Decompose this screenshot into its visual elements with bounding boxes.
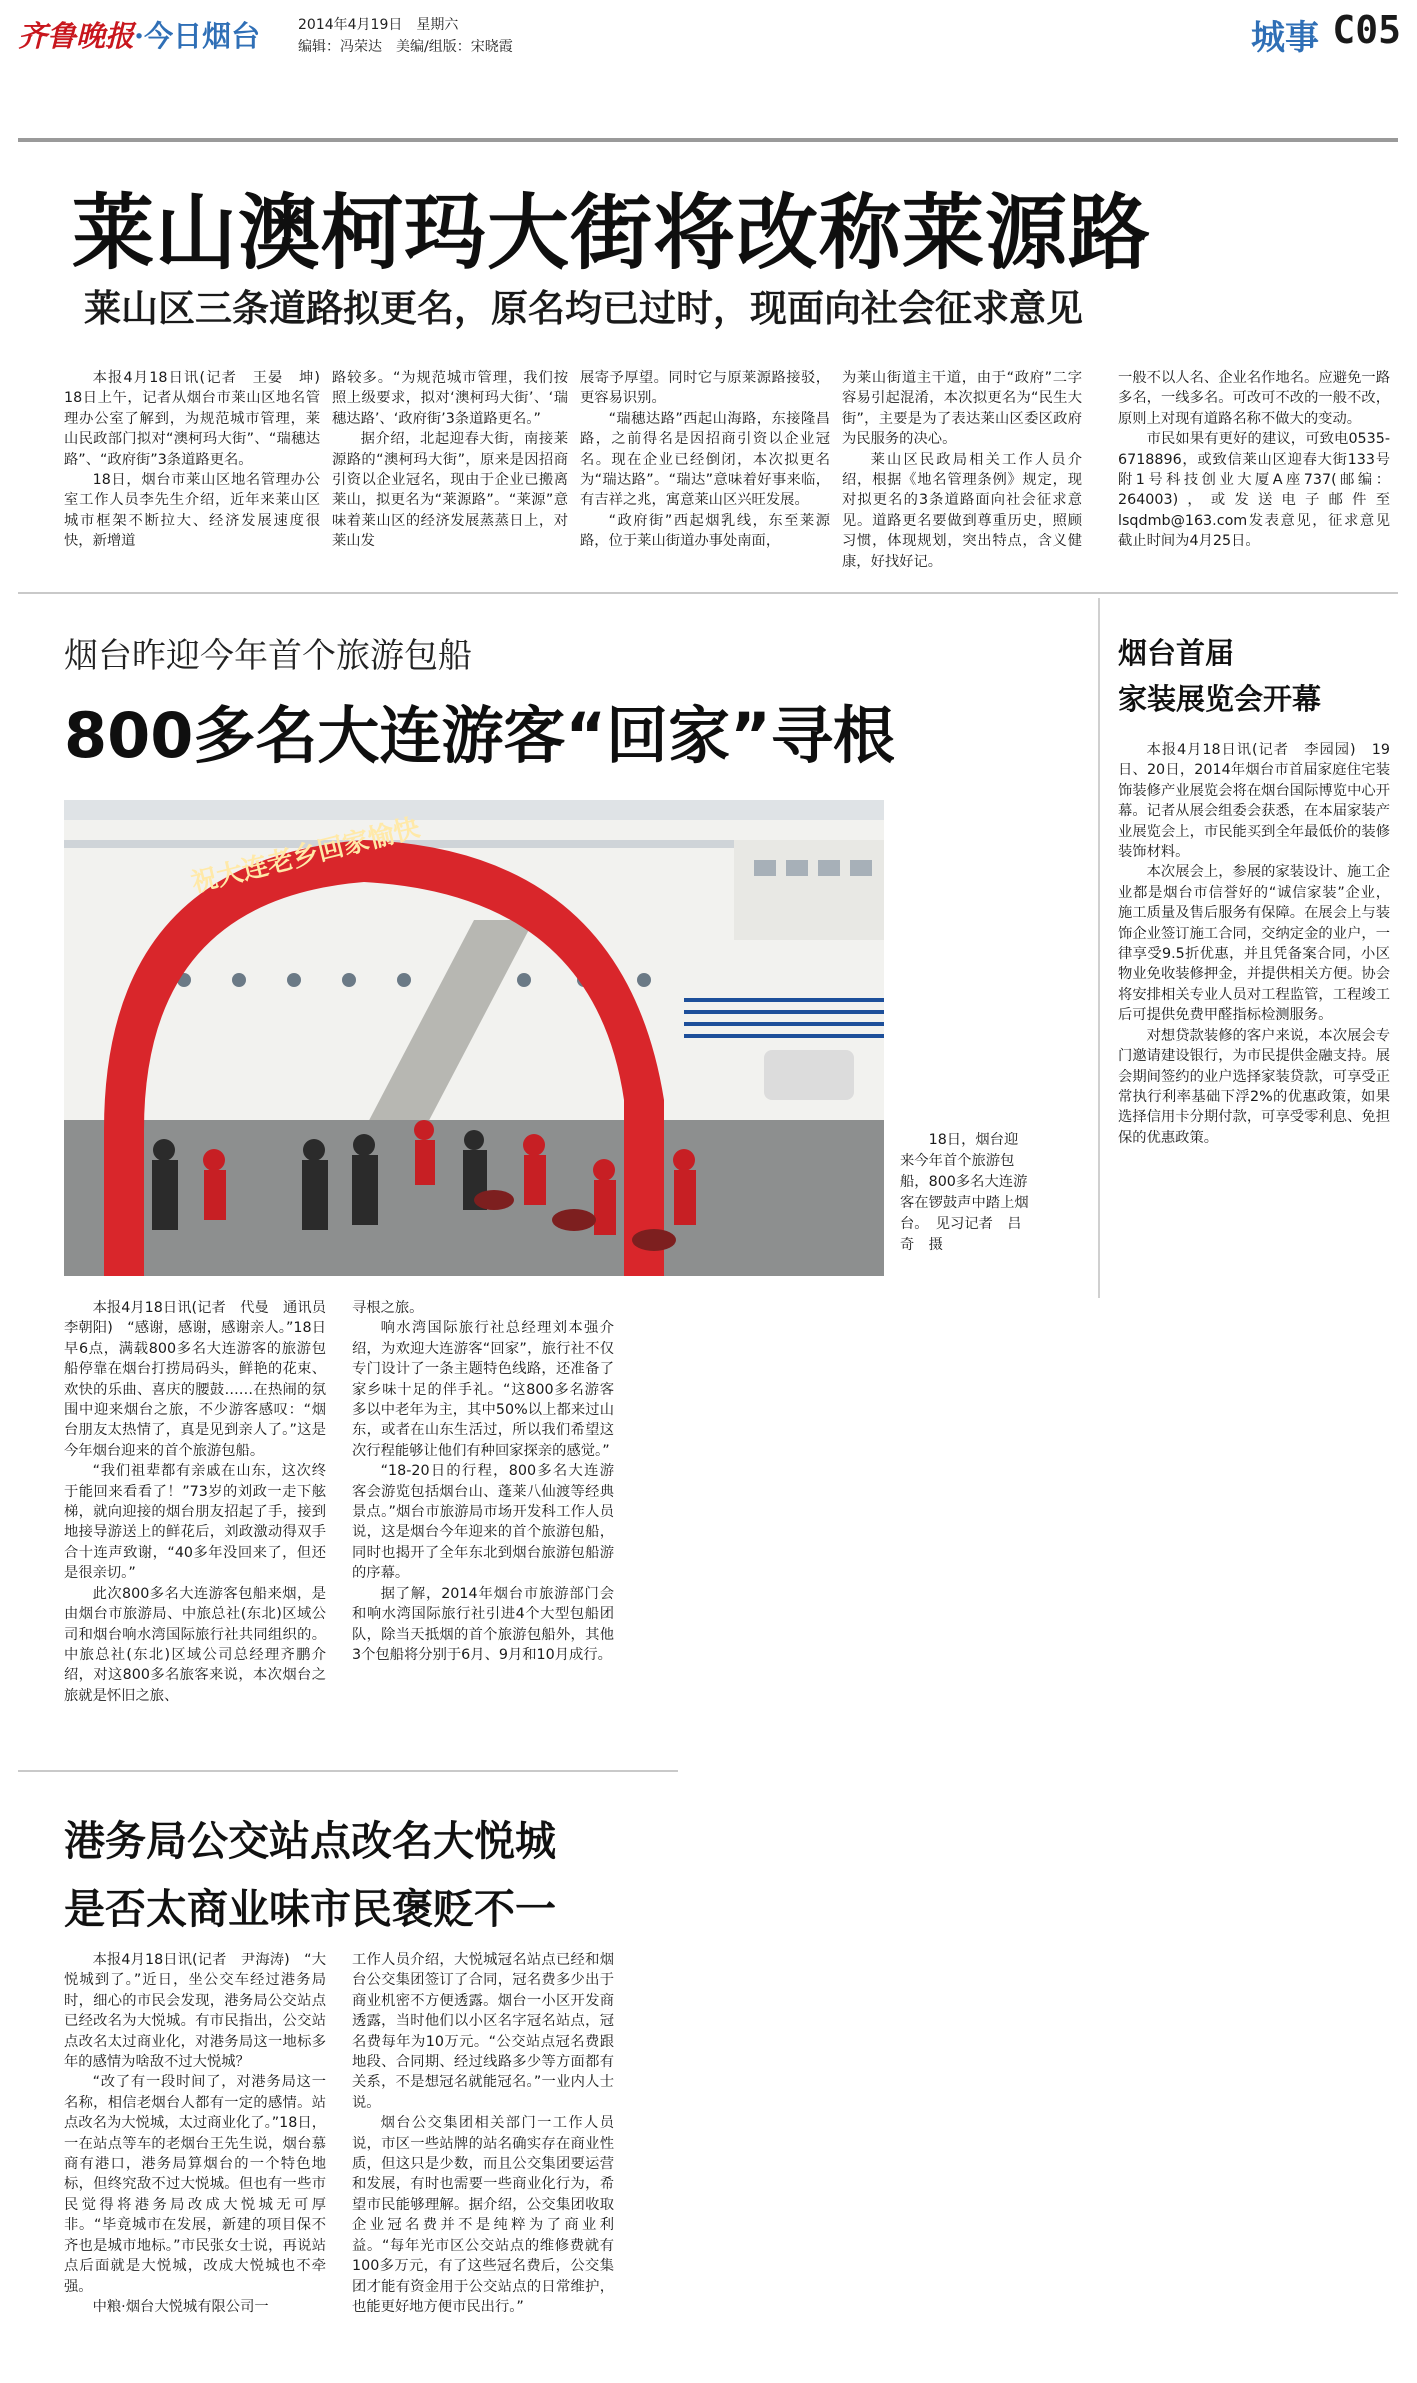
section-divider xyxy=(18,1770,678,1772)
issue-weekday: 星期六 xyxy=(416,17,459,33)
paragraph: “18-20日的行程，800多名大连游客会游览包括烟台山、蓬莱八仙渡等经典景点。”烟台市旅游局市场开发科工作人员说，这是烟台今年迎来的首个旅游包船，同时也揭开了全年东北到烟台旅游包船游的序幕。 xyxy=(352,1463,614,1582)
paragraph: 本报4月18日讯(记者 李园园) 19日、20日，2014年烟台市首届家庭住宅装饰装修产业展览会将在烟台国际博览中心开幕。记者从展会组委会获悉，在本届家装产业展览会上，市民能买到全年最低价的装修装饰材料。 xyxy=(1118,742,1390,861)
lead-column-2 xyxy=(332,368,568,580)
lead-subheadline: 莱山区三条道路拟更名，原名均已过时，现面向社会征求意见 xyxy=(84,287,1083,330)
designer-credit: 美编/组版：宋晓霞 xyxy=(396,39,513,55)
paragraph: 18日，烟台市莱山区地名管理办公室工作人员李先生介绍，近年来莱山区城市框架不断拉大、经济发展速度很快，新增道 xyxy=(64,472,320,550)
ship-superstructure xyxy=(734,840,884,940)
editor-credit: 编辑：冯荣达 xyxy=(298,39,382,55)
paragraph: 对想贷款装修的客户来说，本次展会专门邀请建设银行，为市民提供金融支持。展会期间签约的业户选择家装贷款，可享受正常执行利率基础下浮2%的优惠政策，如果选择信用卡分期付款，可享受零利息、免担保的优惠政策。 xyxy=(1118,1027,1390,1146)
cruise-kicker: 烟台昨迎今年首个旅游包船 xyxy=(64,636,472,676)
paragraph: 此次800多名大连游客包船来烟，是由烟台市旅游局、中旅总社(东北)区域公司和烟台响水湾国际旅行社共同组织的。中旅总社(东北)区域公司总经理齐鹏介绍，对这800多名旅客来说，本次烟台之旅就是怀旧之旅、 xyxy=(64,1585,326,1704)
expo-body xyxy=(1118,740,1390,1282)
bus-column-1 xyxy=(64,1950,326,2370)
expo-headline xyxy=(1118,630,1388,722)
cruise-headline: 800多名大连游客“回家”寻根 xyxy=(64,699,895,772)
paragraph: 据了解，2014年烟台市旅游部门会和响水湾国际旅行社引进4个大型包船团队，除当天抵烟的首个旅游包船外，其他3个包船将分别于6月、9月和10月成行。 xyxy=(352,1585,614,1663)
paragraph: 路较多。“为规范城市管理，我们按照上级要求，拟对‘澳柯玛大街’、‘瑞穗达路’、‘政府街’3条道路更名。” xyxy=(332,370,568,427)
paragraph: “改了有一段时间了，对港务局这一名称，相信老烟台人都有一定的感情。站点改名为大悦城，太过商业化了。”18日，一在站点等车的老烟台王先生说，烟台慕商有港口，港务局算烟台的一个特色地标，但终究敌不过大悦城。但也有一些市民觉得将港务局改成大悦城无可厚非。“毕竟城市在发展，新建的项目保不齐也是城市地标。”市民张女士说，再说站点后面就是大悦城，改成大悦城也不牵强。 xyxy=(64,2074,326,2295)
cruise-photo xyxy=(64,800,884,1276)
caption-text: 18日，烟台迎来今年首个旅游包船，800多名大连游客在锣鼓声中踏上烟台。 见习记者 吕奇 摄 xyxy=(900,1132,1029,1253)
brand-separator: · xyxy=(134,19,145,53)
paragraph: “政府街”西起烟乳线，东至莱源路，位于莱山街道办事处南面， xyxy=(580,512,830,550)
paragraph: 响水湾国际旅行社总经理刘本强介绍，为欢迎大连游客“回家”，旅行社不仅专门设计了一条主题特色线路，还准备了家乡味十足的伴手礼。“这800多名游客多以中老年为主，其中50%以上都来过山东，或者在山东生活过，所以我们希望这次行程能够让他们有种回家探亲的感觉。” xyxy=(352,1320,614,1459)
paragraph: 寻根之旅。 xyxy=(352,1300,424,1316)
bus-headline-line2: 是否太商业味市民褒贬不一 xyxy=(64,1885,556,1933)
expo-headline-line2: 家装展览会开幕 xyxy=(1118,682,1322,716)
lead-column-4 xyxy=(842,368,1082,580)
masthead xyxy=(0,0,1417,60)
lead-column-5 xyxy=(1118,368,1390,580)
paragraph: “瑞穗达路”西起山海路，东接隆昌路，之前得名是因招商引资以企业冠名。现在企业已经倒闭，本次拟更名为“瑞达路”。“瑞达”意味着好事来临，有吉祥之兆，寓意莱山区兴旺发展。 xyxy=(580,410,830,509)
paragraph: 本报4月18日讯(记者 代曼 通讯员 李朝阳) “感谢，感谢，感谢亲人。”18日早6点，满载800多名大连游客的旅游包船停靠在烟台打捞局码头，鲜艳的花束、欢快的乐曲、喜庆的腰鼓……在热闹的氛围中迎来烟台之旅，不少游客感叹：“烟台朋友太热情了，真是见到亲人了。”这是今年烟台迎来的首个旅游包船。 xyxy=(64,1300,341,1459)
paragraph: 本次展会上，参展的家装设计、施工企业都是烟台市信誉好的“诚信家装”企业，施工质量及售后服务有保障。在展会上与装饰企业签订施工合同，交纳定金的业户，一律享受9.5折优惠，并且凭备案合同，小区物业免收装修押金，并提供相关方便。协会将安排相关专业人员对工程监管，工程竣工后可提供免费甲醛指标检测服务。 xyxy=(1118,864,1390,1024)
credits-line xyxy=(298,36,527,56)
bus-headline-line1: 港务局公交站点改名大悦城 xyxy=(64,1817,556,1865)
paragraph: 一般不以人名、企业名作地名。应避免一路多名，一线多名。可改可不改的一般不改，原则上对现有道路名称不做大的变动。 xyxy=(1118,370,1390,427)
paragraph: 本报4月18日讯(记者 尹海涛) “大悦城到了。”近日，坐公交车经过港务局时，细心的市民会发现，港务局公交站点已经改名为大悦城。有市民指出，公交站点改名太过商业化，对港务局这一地标多年的感情为啥敌不过大悦城？ xyxy=(64,1952,326,2071)
page-number: C05 xyxy=(1332,8,1401,52)
paragraph: 展寄予厚望。同时它与原莱源路接驳，更容易识别。 xyxy=(580,370,830,407)
newspaper-brand xyxy=(18,14,260,55)
bus-column-2 xyxy=(352,1950,614,2370)
page-section-label: 城事 xyxy=(1251,18,1319,58)
lead-column-3 xyxy=(580,368,830,580)
section-name: 今日烟台 xyxy=(144,19,261,53)
photo-caption xyxy=(900,1130,1030,1256)
paragraph: 中粮·烟台大悦城有限公司一 xyxy=(92,2298,269,2315)
lead-column-1 xyxy=(64,368,335,580)
paragraph: 莱山区民政局相关工作人员介绍，根据《地名管理条例》规定，现对拟更名的3条道路面向社会征求意见。道路更名要做到尊重历史，照顾习惯，体现规划，突出特点，含义健康，好找好记。 xyxy=(842,451,1082,570)
sidebar-divider xyxy=(1098,598,1100,1298)
section-divider xyxy=(18,592,1398,594)
cruise-column-2 xyxy=(352,1298,614,1738)
cruise-photo-illustration xyxy=(64,800,884,1276)
paragraph: 市民如果有更好的建议，可致电0535-6718896，或致信莱山区迎春大街133号附1号科技创业大厦A座737(邮编：264003)，或发送电子邮件至lsqdmb@163.com发表意见，征求意见截止时间为4月25日。 xyxy=(1118,431,1390,550)
top-divider xyxy=(18,138,1398,142)
brand-name: 齐鲁晚报 xyxy=(18,19,135,53)
paragraph: “我们祖辈都有亲戚在山东，这次终于能回来看看了！”73岁的刘政一走下舷梯，就向迎接的烟台朋友招起了手，接到地接导游送上的鲜花后，刘政激动得双手合十连声致谢，“40多年没回来了，但还是很亲切。” xyxy=(64,1463,326,1582)
paragraph: 据介绍，北起迎春大街，南接莱源路的“澳柯玛大街”，原来是因招商引资以企业冠名，现由于企业已搬离莱山，拟更名为“莱源路”。“莱源”意味着莱山区的经济发展蒸蒸日上，对莱山发 xyxy=(332,431,568,550)
paragraph: 烟台公交集团相关部门一工作人员说，市区一些站牌的站名确实存在商业性质，但这只是少数，而且公交集团要运营和发展，有时也需要一些商业化行为，希望市民能够理解。据介绍，公交集团收取企业冠名费并不是纯粹为了商业利益。“每年光市区公交站点的维修费就有100多万元，有了这些冠名费后，公交集团才能有资金用于公交站点的日常维护，也能更好地方便市民出行。” xyxy=(352,2115,614,2315)
issue-date-line xyxy=(298,14,472,34)
arch-banner-text: 祝大连老乡回家愉快 xyxy=(188,813,423,899)
paragraph: 为莱山街道主干道，由于“政府”二字容易引起混淆，本次拟更名为“民生大街”，主要是为了表达莱山区委区政府为民服务的决心。 xyxy=(842,370,1082,448)
paragraph: 本报4月18日讯(记者 王晏 坤) 18日上午，记者从烟台市莱山区地名管理办公室了解到，为规范城市管理，莱山民政部门拟对“澳柯玛大街”、“瑞穗达路”、“政府街”3条道路更名。 xyxy=(64,370,335,468)
cruise-column-1 xyxy=(64,1298,341,1738)
lead-headline: 莱山澳柯玛大街将改称莱源路 xyxy=(72,186,1152,281)
issue-date: 2014年4月19日 xyxy=(298,17,403,33)
paragraph: 工作人员介绍，大悦城冠名站点已经和烟台公交集团签订了合同，冠名费多少出于商业机密不方便透露。烟台一小区开发商透露，当时他们以小区名字冠名站点，冠名费每年为10万元。“公交站点冠名费跟地段、合同期、经过线路多少等方面都有关系，不是想冠名就能冠名。”一业内人士说。 xyxy=(352,1952,614,2111)
expo-headline-line1: 烟台首届 xyxy=(1118,636,1235,670)
parked-van xyxy=(764,1050,854,1100)
